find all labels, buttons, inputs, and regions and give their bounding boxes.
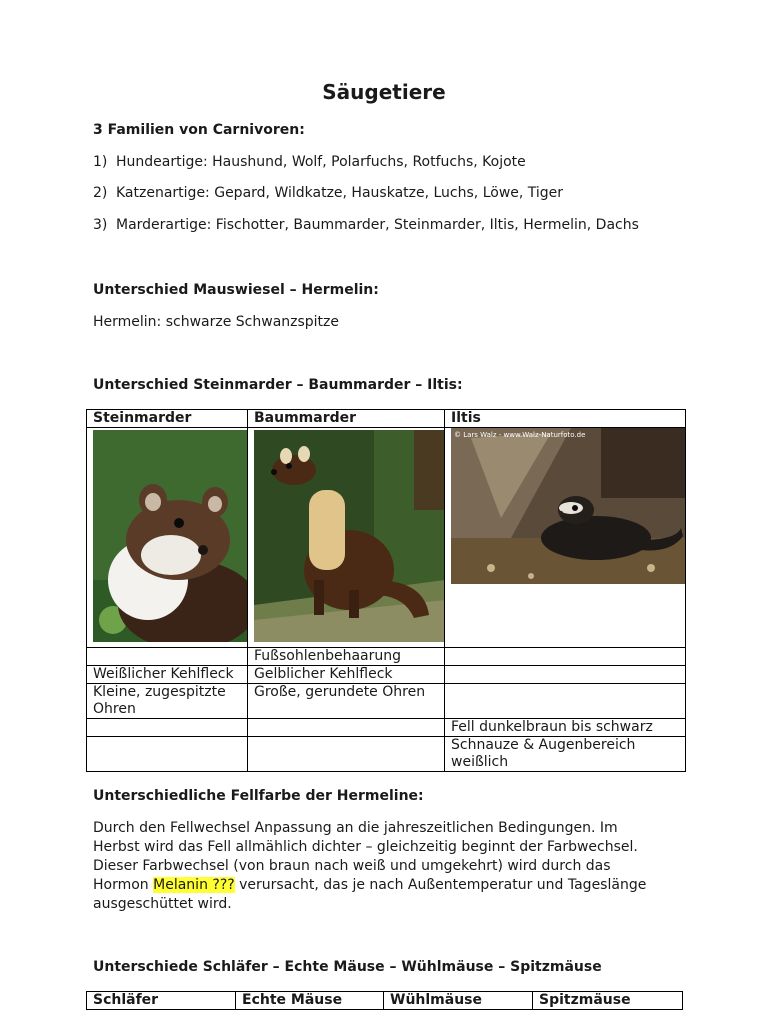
list-item (93, 154, 526, 170)
table-cell (445, 648, 686, 666)
table-row (87, 666, 686, 684)
marten-comparison-table (86, 409, 686, 772)
weasel-ermine-heading: Unterschied Mauswiesel – Hermelin: (93, 282, 379, 298)
iltis-photo (451, 428, 686, 584)
table-row (87, 737, 686, 772)
marten-comparison-heading: Unterschied Steinmarder – Baummarder – Iltis: (93, 377, 463, 393)
table-cell: Fußsohlenbehaarung (248, 648, 445, 666)
weasel-ermine-text: Hermelin: schwarze Schwanzspitze (93, 314, 340, 330)
paragraph-text: Durch den Fellwechsel Anpassung an die jahreszeitlichen Bedingungen. Im Herbst wird das Fell allmählich dichter – gleichzeitig beginnt der Farbwechsel. Dieser Farbwechsel (von braun nach weiß und umgekehrt) wird durch das Hormon (93, 820, 638, 893)
table-cell: Schnauze & Augenbereich weißlich (445, 737, 686, 772)
table-cell (87, 737, 248, 772)
table-cell: Große, gerundete Ohren (248, 684, 445, 719)
table-cell: Weißlicher Kehlfleck (87, 666, 248, 684)
page-title: Säugetiere (322, 80, 446, 104)
table-row (87, 684, 686, 719)
list-number: 1) (93, 154, 108, 170)
table-cell: Kleine, zugespitzte Ohren (87, 684, 248, 719)
table-cell (445, 684, 686, 719)
list-text: Katzenartige: Gepard, Wildkatze, Hauskatze, Luchs, Löwe, Tiger (116, 185, 564, 201)
list-item (93, 217, 639, 233)
iltis-image-cell (445, 428, 686, 648)
steinmarder-image-cell (87, 428, 248, 648)
paragraph-text: verursacht, das je nach Außentemperatur und Tageslänge ausgeschüttet wird. (93, 877, 647, 912)
rodent-comparison-table (86, 991, 683, 1010)
steinmarder-photo (93, 430, 248, 642)
baummarder-photo (254, 430, 445, 642)
baummarder-image-cell (248, 428, 445, 648)
ermine-fur-paragraph (93, 819, 653, 914)
carnivore-families-heading: 3 Familien von Carnivoren: (93, 122, 305, 138)
table-cell (87, 648, 248, 666)
image-row (87, 428, 686, 648)
rodent-comparison-heading: Unterschiede Schläfer – Echte Mäuse – Wühlmäuse – Spitzmäuse (93, 959, 602, 975)
ermine-fur-heading: Unterschiedliche Fellfarbe der Hermeline: (93, 788, 424, 804)
table-cell (445, 666, 686, 684)
column-header-schlaefer: Schläfer (87, 992, 236, 1010)
table-row (87, 648, 686, 666)
table-header-row (87, 410, 686, 428)
table-row (87, 719, 686, 737)
table-header-row (87, 992, 683, 1010)
table-cell: Gelblicher Kehlfleck (248, 666, 445, 684)
column-header-baummarder: Baummarder (248, 410, 445, 428)
photo-watermark: © Lars Walz - www.Walz-Naturfoto.de (454, 431, 586, 439)
column-header-iltis: Iltis (445, 410, 686, 428)
list-text: Marderartige: Fischotter, Baummarder, Steinmarder, Iltis, Hermelin, Dachs (116, 217, 639, 233)
list-item (93, 185, 563, 201)
table-cell (248, 737, 445, 772)
table-cell: Fell dunkelbraun bis schwarz (445, 719, 686, 737)
column-header-echte-maeuse: Echte Mäuse (236, 992, 384, 1010)
list-number: 2) (93, 185, 108, 201)
table-cell (87, 719, 248, 737)
column-header-steinmarder: Steinmarder (87, 410, 248, 428)
column-header-wuehlmaeuse: Wühlmäuse (384, 992, 533, 1010)
column-header-spitzmaeuse: Spitzmäuse (533, 992, 683, 1010)
list-number: 3) (93, 217, 108, 233)
list-text: Hundeartige: Haushund, Wolf, Polarfuchs, Rotfuchs, Kojote (116, 154, 526, 170)
table-cell (248, 719, 445, 737)
highlighted-text: Melanin ??? (153, 877, 235, 893)
